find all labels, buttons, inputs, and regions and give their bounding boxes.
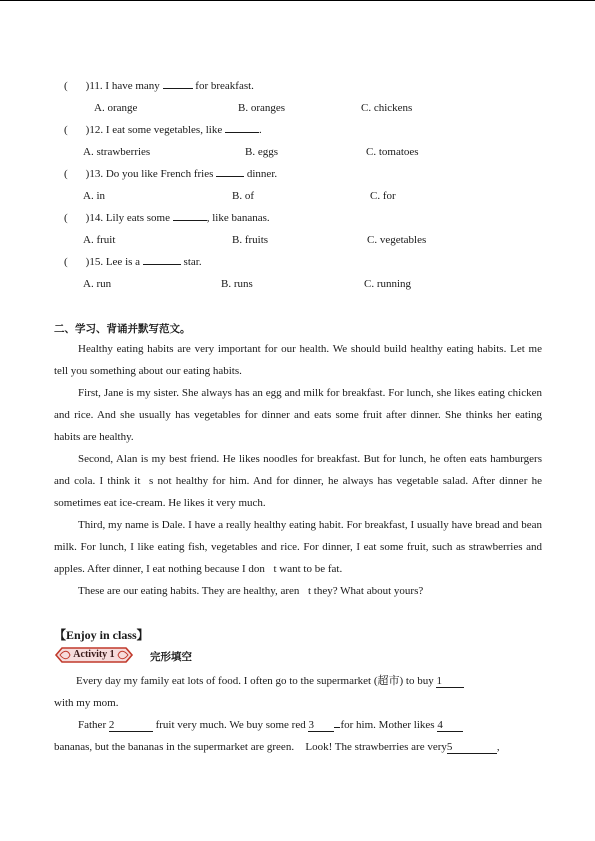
paragraph-intro: Healthy eating habits are very important for our health. We should build healthy eating habits. Let me tell you something about our eating habits. bbox=[54, 343, 542, 377]
option-a[interactable]: A. strawberries bbox=[83, 146, 151, 158]
cloze-blank-5[interactable]: 5 bbox=[447, 741, 497, 754]
paragraph-jane: First, Jane is my sister. She always has an egg and milk for breakfast. For lunch, she likes eating chicken and rice. And she usually has vegetables for dinner and eats some fruit after dinner. She thinks her eating habits are healthy. bbox=[54, 387, 542, 443]
fill-blank[interactable] bbox=[225, 132, 259, 133]
option-a[interactable]: A. run bbox=[83, 278, 112, 290]
question-stem: ( )11. I have many for breakfast. bbox=[64, 80, 254, 92]
answer-paren: ( bbox=[64, 80, 68, 92]
paragraph-closing: These are our eating habits. They are healthy, aren t they? What about yours? bbox=[78, 585, 424, 597]
option-a[interactable]: A. orange bbox=[94, 102, 138, 114]
cloze-blank-1[interactable]: 1 bbox=[436, 675, 464, 688]
fill-blank[interactable] bbox=[163, 88, 193, 89]
page-top-rule bbox=[0, 0, 595, 1]
option-b[interactable]: B. oranges bbox=[238, 102, 286, 114]
option-a[interactable]: A. in bbox=[83, 190, 105, 202]
option-c[interactable]: C. for bbox=[370, 190, 396, 202]
option-c[interactable]: C. vegetables bbox=[367, 234, 427, 246]
fill-blank[interactable] bbox=[143, 264, 181, 265]
cloze-line-2: with my mom. bbox=[54, 697, 119, 709]
activity-badge bbox=[54, 646, 134, 664]
cloze-blank-3[interactable]: 3 bbox=[308, 719, 334, 732]
option-c[interactable]: C. tomatoes bbox=[366, 146, 419, 158]
option-a[interactable]: A. fruit bbox=[83, 234, 116, 246]
option-c[interactable]: C. running bbox=[364, 278, 412, 290]
option-c[interactable]: C. chickens bbox=[361, 102, 413, 114]
option-b[interactable]: B. runs bbox=[221, 278, 253, 290]
question-stem: ( )14. Lily eats some , like bananas. bbox=[64, 212, 270, 224]
question-stem: ( )12. I eat some vegetables, like . bbox=[64, 124, 262, 136]
cloze-blank-4[interactable]: 4 bbox=[437, 719, 463, 732]
option-b[interactable]: B. fruits bbox=[232, 234, 269, 246]
paragraph-alan: Second, Alan is my best friend. He likes noodles for breakfast. But for lunch, he often eats hamburgers and cola. I think it s not healthy for him. And for dinner, he always has vegetable salad. After dinner he sometimes eat ice-cream. He likes it very much. bbox=[54, 453, 542, 509]
enjoy-title: 【Enjoy in class】 bbox=[54, 628, 149, 642]
paragraph-dale: Third, my name is Dale. I have a really healthy eating habit. For breakfast, I usually have bread and bean milk. For lunch, I like eating fish, vegetables and rice. For dinner, I eat some fruit, such as strawberries and apples. After dinner, I eat nothing because I don t want to be fat. bbox=[54, 519, 542, 575]
option-b[interactable]: B. of bbox=[232, 190, 254, 202]
cloze-line-1: Every day my family eat lots of food. I often go to the supermarket (超市) to buy 1 bbox=[54, 670, 542, 692]
question-stem: ( )15. Lee is a star. bbox=[64, 256, 202, 268]
question-stem: ( )13. Do you like French fries dinner. bbox=[64, 168, 278, 180]
cloze-line-4: bananas, but the bananas in the supermarket are green.  Look! The strawberries are very5 , bbox=[54, 741, 500, 753]
cloze-line-3: Father 2 fruit very much. We buy some red 3 for him. Mother likes 4 bbox=[54, 714, 542, 736]
option-b[interactable]: B. eggs bbox=[245, 146, 278, 158]
activity-subtitle: 完形填空 bbox=[150, 651, 192, 663]
fill-blank[interactable] bbox=[173, 220, 207, 221]
cloze-blank-2[interactable]: 2 bbox=[109, 719, 153, 732]
activity-badge-label: Activity 1 bbox=[73, 649, 115, 660]
fill-blank[interactable] bbox=[216, 176, 244, 177]
section-heading: 二、学习、背诵并默写范文。 bbox=[54, 323, 191, 335]
